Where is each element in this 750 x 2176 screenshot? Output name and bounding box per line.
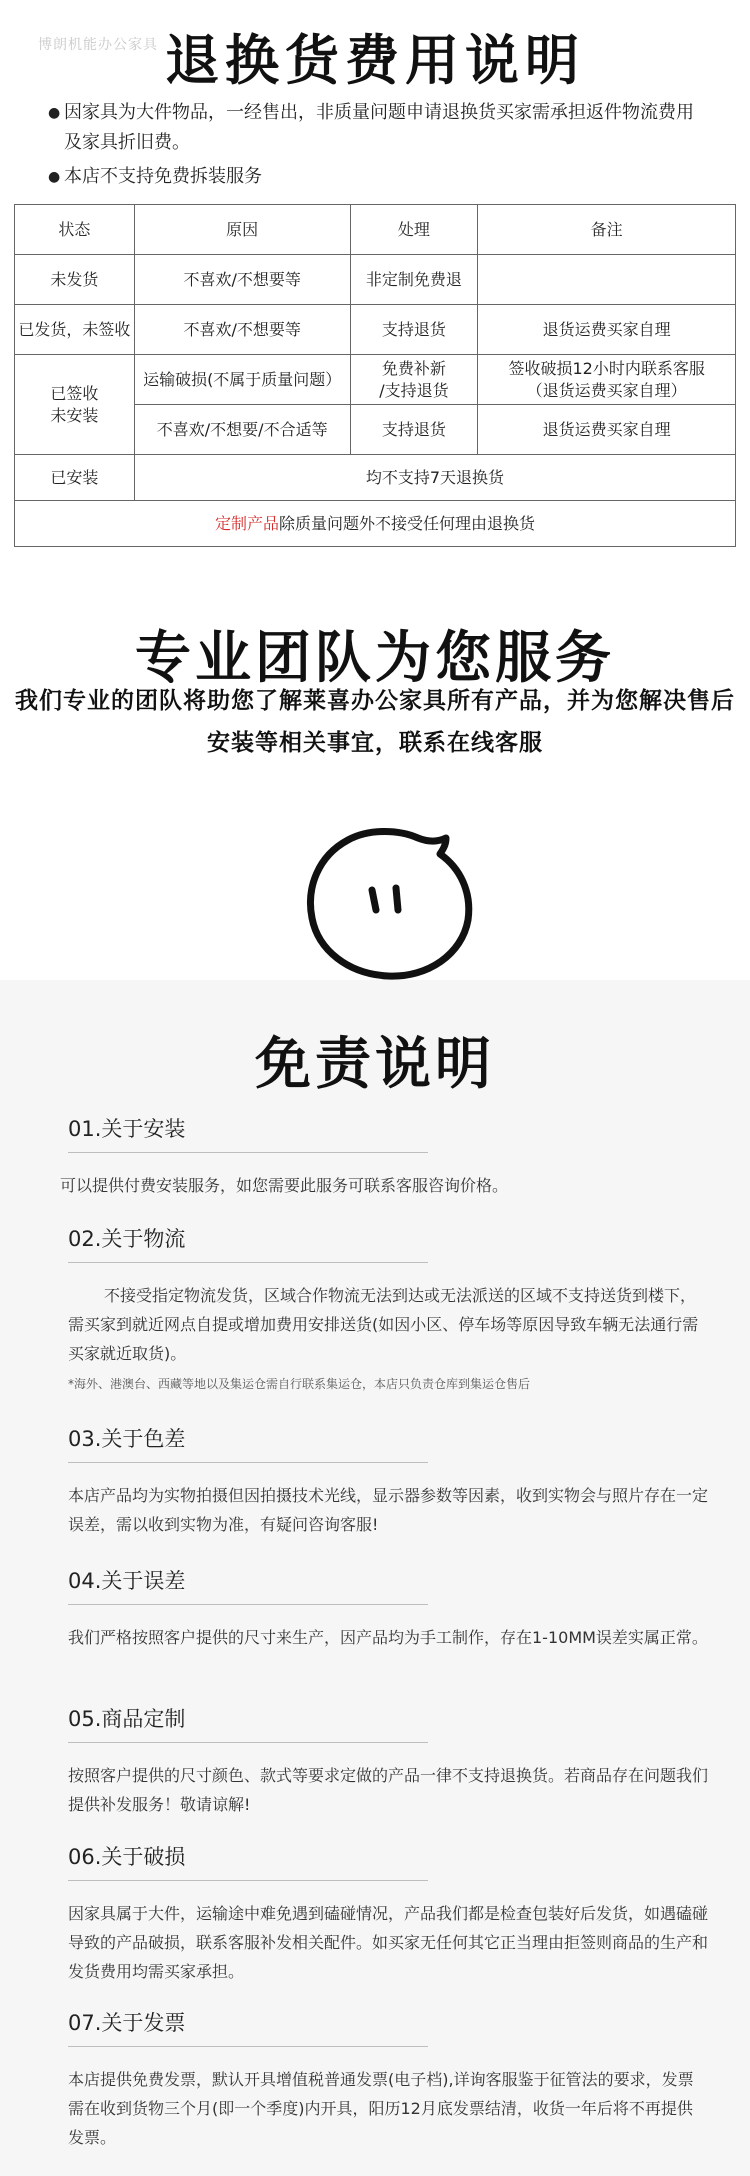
return-policy-table xyxy=(14,204,736,547)
divider xyxy=(68,1742,428,1743)
header-note: 备注 xyxy=(478,205,736,255)
cell-action: 非定制免费退 xyxy=(350,255,478,305)
cell-reason: 不喜欢/不想要等 xyxy=(134,305,350,355)
item-body: 可以提供付费安装服务，如您需要此服务可联系客服咨询价格。 xyxy=(60,1176,509,1195)
cell-note: 退货运费买家自理 xyxy=(478,405,736,455)
item-heading: 04.关于误差 xyxy=(68,1569,186,1593)
cell-note: 签收破损12小时内联系客服 （退货运费买家自理） xyxy=(478,355,736,405)
item-note: *海外、港澳台、西藏等地以及集运仓需自行联系集运仓，本店只负责仓库到集运仓售后 xyxy=(68,1377,531,1391)
item-heading: 01.关于安装 xyxy=(68,1117,186,1141)
item-heading: 03.关于色差 xyxy=(68,1427,186,1451)
header-reason: 原因 xyxy=(134,205,350,255)
cell-reason: 运输破损(不属于质量问题） xyxy=(134,355,350,405)
cell-action: 免费补新 /支持退货 xyxy=(350,355,478,405)
header-action: 处理 xyxy=(350,205,478,255)
cell-action: 支持退货 xyxy=(350,405,478,455)
bullet-text: 本店不支持免费拆装服务 xyxy=(64,166,262,187)
cell-note xyxy=(478,255,736,305)
bullet-dot-icon: ● xyxy=(48,105,61,121)
disclaimer-item xyxy=(68,1704,708,1819)
divider xyxy=(68,2046,428,2047)
bullet-item xyxy=(48,162,708,192)
table-row xyxy=(15,305,736,355)
disclaimer-item xyxy=(60,1114,708,1200)
divider xyxy=(68,1880,428,1881)
return-policy-title: 退换货费用说明 xyxy=(165,29,585,92)
item-body: 本店产品均为实物拍摄但因拍摄技术光线，显示器参数等因素，收到实物会与照片存在一定误差，需以收到实物为准，有疑问咨询客服! xyxy=(68,1486,709,1534)
item-body: 不接受指定物流发货，区域合作物流无法到达或无法派送的区域不支持送货到楼下，需买家到就近网点自提或增加费用安排送货(如因小区、停车场等原因导致车辆无法通行需买家就近取货)。 xyxy=(68,1286,699,1363)
header-state: 状态 xyxy=(15,205,135,255)
item-body: 我们严格按照客户提供的尺寸来生产，因产品均为手工制作，存在1-10MM误差实属正常。 xyxy=(68,1628,708,1647)
watermark: 博朗机能办公家具 xyxy=(38,37,158,53)
table-header-row xyxy=(15,205,736,255)
cell-merged: 均不支持7天退换货 xyxy=(134,455,735,501)
item-heading: 02.关于物流 xyxy=(68,1227,186,1251)
item-heading: 05.商品定制 xyxy=(68,1707,186,1731)
cell-reason: 不喜欢/不想要等 xyxy=(134,255,350,305)
table-row xyxy=(15,255,736,305)
cell-reason: 不喜欢/不想要/不合适等 xyxy=(134,405,350,455)
item-heading: 07.关于发票 xyxy=(68,2011,186,2035)
divider xyxy=(68,1152,428,1153)
item-body: 本店提供免费发票，默认开具增值税普通发票(电子档),详询客服鉴于征管法的要求，发票需在收到货物三个月(即一个季度)内开具，阳历12月底发票结清，收货一年后将不再提供发票。 xyxy=(68,2070,694,2147)
cell-state: 未发货 xyxy=(15,255,135,305)
disclaimer-item xyxy=(68,1424,708,1539)
disclaimer-item xyxy=(68,2008,708,2152)
item-heading: 06.关于破损 xyxy=(68,1845,186,1869)
bullet-dot-icon: ● xyxy=(48,169,61,185)
disclaimer-title: 免责说明 xyxy=(255,1032,495,1097)
service-team-section xyxy=(0,580,750,980)
cell-note: 退货运费买家自理 xyxy=(478,305,736,355)
table-row xyxy=(15,455,736,501)
service-subtitle: 我们专业的团队将助您了解莱喜办公家具所有产品，并为您解决售后安装等相关事宜，联系在线客服 xyxy=(15,688,735,756)
cell-state: 已发货，未签收 xyxy=(15,305,135,355)
cell-state: 已签收 未安装 xyxy=(15,355,135,455)
bullet-text: 因家具为大件物品，一经售出，非质量问题申请退换货买家需承担返件物流费用及家具折旧费。 xyxy=(64,102,694,153)
custom-product-rest: 除质量问题外不接受任何理由退换货 xyxy=(279,513,536,533)
table-row xyxy=(15,501,736,547)
bullet-item xyxy=(48,98,708,158)
table-row xyxy=(15,355,736,405)
chat-bubble-icon xyxy=(300,826,480,986)
service-title: 专业团队为您服务 xyxy=(135,626,615,691)
cell-state: 已安装 xyxy=(15,455,135,501)
disclaimer-item xyxy=(68,1224,708,1394)
disclaimer-item xyxy=(68,1566,708,1652)
custom-product-label: 定制产品 xyxy=(214,513,279,533)
divider xyxy=(68,1604,428,1605)
item-body: 因家具属于大件，运输途中难免遇到磕碰情况，产品我们都是检查包装好后发货，如遇磕碰导致的产品破损，联系客服补发相关配件。如买家无任何其它正当理由拒签则商品的生产和发货费用均需买家承担。 xyxy=(68,1904,709,1981)
custom-product-note xyxy=(15,501,736,547)
divider xyxy=(68,1262,428,1263)
disclaimer-item xyxy=(68,1842,708,1986)
cell-action: 支持退货 xyxy=(350,305,478,355)
disclaimer-section xyxy=(0,980,750,2176)
return-policy-section xyxy=(0,0,750,580)
item-body: 按照客户提供的尺寸颜色、款式等要求定做的产品一律不支持退换货。若商品存在问题我们提供补发服务！敬请谅解! xyxy=(68,1766,709,1814)
divider xyxy=(68,1462,428,1463)
policy-bullets xyxy=(48,98,708,192)
